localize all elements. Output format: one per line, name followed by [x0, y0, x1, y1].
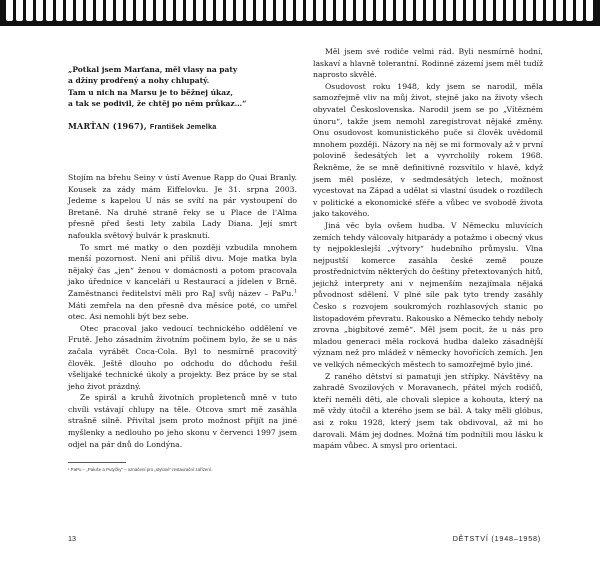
paragraph: Ze spirál a kruhů životních propletenců mně v tuto chvíli vstávají chlupy na těle. Otcova smrt mě zasáhla strašně silně. Přivítal jsem proto možnost přijít na jiné myšlenky a nedlouho po jeho skonu v červenci 1997 jsem odjel na pár dnů do Londýna.: [68, 393, 297, 449]
piano-keys-header: [0, 0, 600, 26]
epigraph: [68, 64, 297, 133]
page-number: 13: [68, 534, 76, 543]
epigraph-line: a tak se podivil, že chtěj po něm průkaz…“: [68, 98, 247, 108]
epigraph-line: Tam u nich na Marsu je to běžnej úkaz,: [68, 87, 233, 97]
running-head: DĚTSTVÍ (1948–1958): [452, 534, 541, 543]
paragraph: Osudovost roku 1948, kdy jsem se narodil, měla samozřejmě vliv na můj život, stejně jako na životy všech obyvatel Československa. Narodil jsem se po „Vítězném únoru“, takže jsem nemohl zaregistrovat nějaké změny. Onu osudovost komunistického puče si člověk uvědomil mnohem později. Názory na něj se mi formovaly až v první polovině šedesátých let a vyvrcholily rokem 1968. Řekněme, že se mně definitivně rozsvítilo v hlavě, když jsem měl posléze, v sedmdesátých letech, možnost vycestovat na Západ a udělat si vlastní úsudek o rozdílech v politické a ekonomické sféře a vůbec ve svobodě života jako takového.: [313, 81, 543, 219]
paragraph: Jiná věc byla ovšem hudba. V Německu mluvících zemích tehdy válcovaly hitparády a potažmo i obecný vkus ty nejpokleslejší „výtvory“ hudebního průmyslu. Vlna nejpustší komerce zasáhla české země pouze prostřednictvím některých do češtiny přetextovaných hitů, jejichž interprety ani v nejmenším nezajímala nějaká původnost sdělení. V plné síle pak tyto trendy zasáhly Česko s rozvojem soukromých rozhlasových stanic po listopadovém převratu. Rakousko a Německo tehdy neboly zrovna „bigbítové země“. Měl jsem pocit, že u nás pro mladou generaci měla rocková hudba daleko zásadnější význam než pro mládež v německy hovořících zemích. Jen ve velkých německých městech to samozřejmě bylo jiné.: [313, 220, 543, 370]
song-title: MARŤAN (1967),: [68, 121, 147, 132]
footnote: ¹ PaPu – „Paluše a Putyčky“ – označení pro „stylové“ restaurační zařízení.: [68, 467, 213, 472]
paragraph: Měl jsem své rodiče velmi rád. Byli nesmírně hodní, laskaví a hlavně tolerantní. Rodinné zázemí jsem měl tudíž naprosto skvělé.: [313, 47, 543, 80]
paragraph: [68, 242, 297, 323]
footnote-marker: 1: [293, 288, 297, 295]
song-author: František Jemelka: [149, 122, 217, 132]
epigraph-line: a džíny prodřený a nohy chlupatý.: [68, 76, 210, 86]
epigraph-line: „Potkal jsem Marťana, měl vlasy na paty: [68, 65, 238, 74]
paragraph: Z raného dětství si pamatuji jen střípky. Návštěvy na zahradě Svozilových v Moravanech, přátel mých rodičů, kteří neměli děti, ale chovali slepice a kohouta, který na mě vždy útočil a kterého jsem se bál. A taky měli glóbus, asi z roku 1928, který jsem tak obdivoval, až mi ho darovali. Mám jej dodnes. Možná tím podnítili mou lásku k mapám vůbec. A smysl pro orientaci.: [313, 371, 543, 451]
paragraph: Otec pracoval jako vedoucí technického oddělení ve Frutě. Jeho zásadním životním počinem bylo, že se u nás začala vyrábět Coca-Cola. Byl to nesmírně pracovitý člověk. Ještě dlouho po odchodu do důchodu řešil všelijaké technické úkoly a projekty. Bez práce by se stal jeho život prázdný.: [68, 323, 297, 391]
paragraph-tail: Máti zemřela na den přesně dva měsíce poté, co umřel otec. Asi nemohli být bez sebe.: [68, 300, 297, 322]
paragraph: Stojím na břehu Seiny v ústí Avenue Rapp do Quai Branly. Kousek za zády mám Eiffelovku. Je 31. srpna 2003. Jedeme s kapelou U nás se svítí na pár vystoupení do Bretaně. Na druhé straně řeky se u Place de l'Alma přesně před šesti lety zabila Lady Diana. Její smrt nafoukla světový bulvár k prasknutí.: [68, 173, 297, 240]
right-column-text: [313, 46, 543, 452]
footnote-divider: [68, 462, 126, 463]
paragraph-text: To smrt mé matky o den později vzbudila mnohem menší pozornost. Není ani příliš divu. Moje matka byla nějaký čas „jen“ ženou v domácnosti a potom pracovala jako úřednice v kanceláři u Restaurací a jídelen v Brně. Zaměstnanci ředitelství měli pro RaJ svůj název – PaPu.: [68, 242, 297, 298]
left-column-text: [68, 172, 297, 450]
epigraph-attribution: [68, 121, 297, 133]
